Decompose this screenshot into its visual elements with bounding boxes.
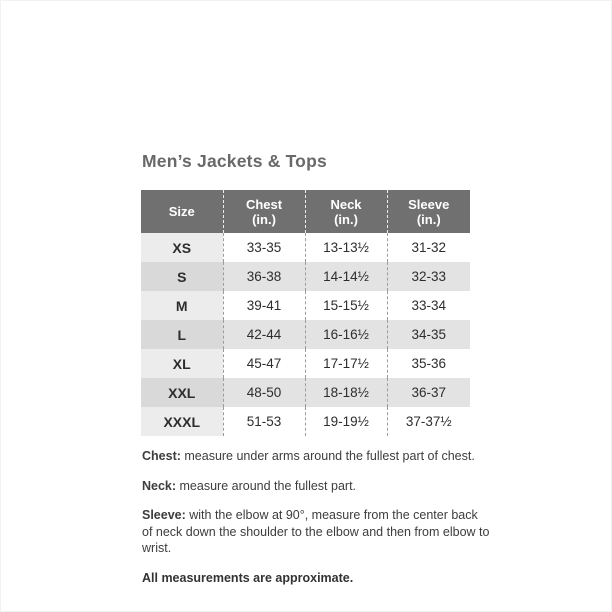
sleeve-cell: 32-33 (387, 262, 470, 291)
chest-cell: 42-44 (223, 320, 305, 349)
column-header-label: Chest (245, 196, 283, 212)
note-chest (142, 448, 490, 465)
sleeve-cell: 33-34 (387, 291, 470, 320)
chest-cell: 48-50 (223, 378, 305, 407)
note-sleeve-text: with the elbow at 90°, measure from the center back of neck down the shoulder to the elbow and then from elbow to wrist. (142, 508, 490, 555)
neck-cell: 18-18½ (305, 378, 387, 407)
column-header-unit: (in.) (416, 211, 441, 227)
note-sleeve-label: Sleeve: (142, 508, 186, 522)
sleeve-cell: 37-37½ (387, 407, 470, 436)
column-header-neck (305, 190, 387, 233)
column-header-unit: (in.) (252, 211, 276, 227)
note-chest-text: measure under arms around the fullest part of chest. (180, 449, 475, 463)
table-row (141, 407, 470, 436)
column-header-chest (223, 190, 305, 233)
column-header-label: Size (168, 204, 195, 219)
neck-cell: 15-15½ (305, 291, 387, 320)
sleeve-cell: 36-37 (387, 378, 470, 407)
size-table (141, 190, 470, 436)
footer-note: All measurements are approximate. (142, 570, 354, 585)
neck-cell: 14-14½ (305, 262, 387, 291)
column-header-label: Sleeve (408, 196, 450, 212)
column-header-size (141, 190, 223, 233)
neck-cell: 13-13½ (305, 233, 387, 262)
neck-cell: 17-17½ (305, 349, 387, 378)
table-row (141, 378, 470, 407)
note-chest-label: Chest: (142, 449, 181, 463)
sleeve-cell: 31-32 (387, 233, 470, 262)
sleeve-cell: 34-35 (387, 320, 470, 349)
column-header-label: Neck (330, 196, 362, 212)
size-cell: XXL (141, 378, 223, 407)
table-row (141, 262, 470, 291)
note-neck-label: Neck: (142, 478, 177, 493)
chest-cell: 36-38 (223, 262, 305, 291)
size-cell: XXXL (141, 407, 223, 436)
note-sleeve (142, 507, 490, 557)
measurement-notes (142, 448, 490, 599)
note-neck-text: measure around the fullest part. (176, 478, 357, 493)
size-cell: M (141, 291, 223, 320)
size-cell: XL (141, 349, 223, 378)
column-header-sleeve (387, 190, 470, 233)
size-cell: XS (141, 233, 223, 262)
chest-cell: 33-35 (223, 233, 305, 262)
sleeve-cell: 35-36 (387, 349, 470, 378)
chest-cell: 51-53 (223, 407, 305, 436)
size-cell: L (141, 320, 223, 349)
column-header-unit: (in.) (334, 211, 358, 227)
page-title: Men’s Jackets & Tops (142, 151, 327, 171)
neck-cell: 19-19½ (305, 407, 387, 436)
chest-cell: 39-41 (223, 291, 305, 320)
table-row (141, 233, 470, 262)
table-row (141, 291, 470, 320)
neck-cell: 16-16½ (305, 320, 387, 349)
table-row (141, 349, 470, 378)
table-row (141, 320, 470, 349)
note-neck (142, 478, 490, 495)
size-cell: S (141, 262, 223, 291)
table-header-row (141, 190, 470, 233)
chest-cell: 45-47 (223, 349, 305, 378)
